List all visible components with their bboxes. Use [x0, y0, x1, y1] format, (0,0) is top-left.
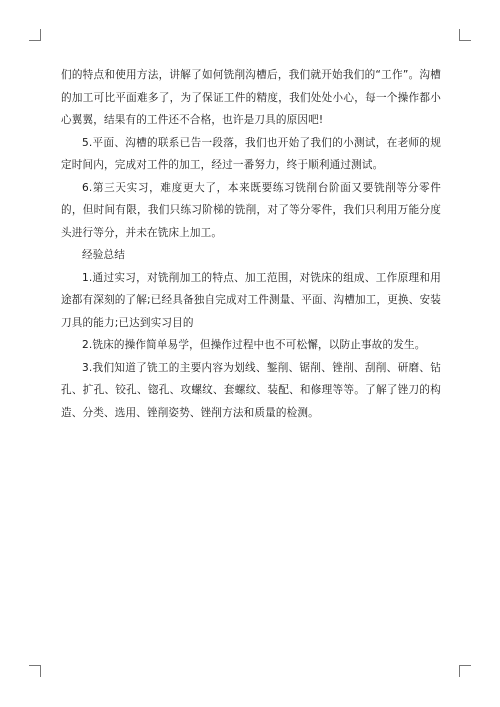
summary-item-2: 2.铣床的操作简单易学，但操作过程中也不可松懈，以防止事故的发生。 — [82, 339, 426, 351]
page-corner-mark-bottom-right — [459, 665, 471, 677]
section-heading-summary: 经验总结 — [82, 249, 125, 261]
summary-item-3: 3.我们知道了铣工的主要内容为划线、錾削、锯削、锉削、刮削、研磨、钻孔、扩孔、铰孔、锪孔、攻螺纹、套螺纹、装配、和修理等等。了解了锉刀的构造、分类、选用、锉削姿势、锉削方法和质量的检测。 — [61, 361, 441, 419]
paragraph-item-5: 5.平面、沟槽的联系已告一段落，我们也开始了我们的小测试，在老师的规定时间内，完成对工件的加工，经过一番努力，终于顺利通过测试。 — [61, 136, 441, 171]
document-body — [61, 64, 441, 424]
page-corner-mark-top-left — [29, 29, 41, 41]
summary-item-1: 1.通过实习，对铣削加工的特点、加工范围，对铣床的组成、工作原理和用途都有深刻的了解;已经具备独自完成对工件测量、平面、沟槽加工，更换、安装刀具的能力;已达到实习目的 — [61, 271, 441, 329]
page-corner-mark-bottom-left — [29, 665, 41, 677]
paragraph-item-6: 6.第三天实习，难度更大了，本来既要练习铣削台阶面又要铣削等分零件的，但时间有限，我们只练习阶梯的铣削，对了等分零件，我们只利用万能分度头进行等分，并未在铣床上加工。 — [61, 181, 441, 239]
paragraph-continuation: 们的特点和使用方法，讲解了如何铣削沟槽后，我们就开始我们的“工作”。沟槽的加工可比平面难多了，为了保证工件的精度，我们处处小心，每一个操作都小心翼翼，结果有的工件还不合格，也许是刀具的原因吧! — [61, 69, 441, 126]
page-corner-mark-top-right — [459, 29, 471, 41]
